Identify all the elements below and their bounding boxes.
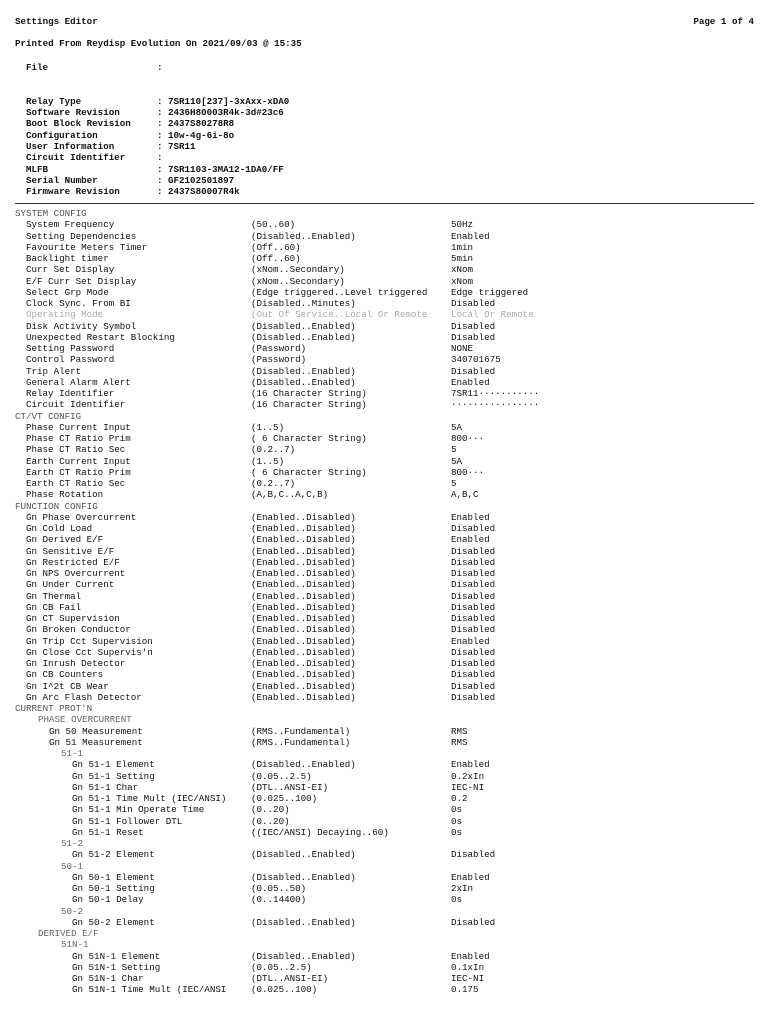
section-title: CURRENT PROT'N: [15, 703, 93, 714]
setting-name: Gn 51-1 Reset: [72, 826, 144, 838]
setting-range: (Enabled..Disabled): [251, 669, 356, 681]
printed-info: Printed From Reydisp Evolution On 2021/09/03 @ 15:35: [15, 38, 302, 49]
setting-name: Gn 51N-1 Time Mult (IEC/ANSI: [72, 984, 227, 996]
setting-name: Relay Identifier: [26, 388, 115, 399]
setting-value: 7SR11···········: [451, 388, 540, 399]
setting-range: (50..60): [251, 219, 296, 231]
setting-range: (Off..60): [251, 253, 301, 264]
setting-name: Gn 50-2 Element: [72, 916, 155, 928]
setting-name: Gn 51-1 Time Mult (IEC/ANSI): [72, 793, 227, 804]
setting-name: Gn 51-1 Char: [72, 781, 139, 793]
setting-name: Gn CB Fail: [26, 601, 82, 613]
setting-name: Gn 51N-1 Setting: [72, 961, 161, 973]
setting-row: [15, 726, 755, 737]
setting-row: [15, 827, 755, 838]
setting-range: (Enabled..Disabled): [251, 613, 356, 624]
subsection-header: [15, 928, 755, 939]
info-label: Configuration: [26, 130, 98, 141]
setting-value: 0s: [451, 826, 463, 838]
setting-row: [15, 872, 755, 883]
setting-value: 0.1xIn: [451, 961, 485, 973]
setting-row: [15, 613, 755, 624]
setting-range: (0..20): [251, 804, 290, 816]
info-label: Software Revision: [26, 107, 120, 118]
setting-name: Earth CT Ratio Sec: [26, 478, 126, 489]
setting-value: 0.175: [451, 984, 479, 996]
setting-range: ((IEC/ANSI) Decaying..60): [251, 826, 389, 838]
setting-range: (0..20): [251, 815, 290, 827]
setting-value: Enabled: [451, 871, 490, 883]
section-header: [15, 208, 755, 219]
setting-range: (Disabled..Enabled): [251, 365, 356, 377]
setting-range: (Disabled..Enabled): [251, 916, 356, 928]
subsection-header: [15, 906, 755, 917]
setting-name: Control Password: [26, 354, 115, 366]
setting-row: [15, 298, 755, 309]
setting-range: (Enabled..Disabled): [251, 568, 356, 579]
setting-value: Disabled: [451, 568, 496, 579]
setting-range: (Enabled..Disabled): [251, 523, 356, 534]
setting-name: Gn Trip Cct Supervision: [26, 635, 153, 647]
setting-value: 50Hz: [451, 219, 474, 231]
info-label: User Information: [26, 141, 115, 152]
setting-name: Gn I^2t CB Wear: [26, 680, 109, 692]
setting-row: [15, 557, 755, 568]
setting-range: (Enabled..Disabled): [251, 680, 356, 692]
setting-value: Enabled: [451, 759, 490, 771]
setting-name: Gn NPS Overcurrent: [26, 568, 126, 579]
setting-range: (Enabled..Disabled): [251, 635, 356, 647]
setting-row: [15, 591, 755, 602]
setting-row: [15, 568, 755, 579]
setting-name: Disk Activity Symbol: [26, 320, 137, 332]
setting-row: [15, 602, 755, 613]
info-colon: :: [157, 62, 163, 73]
setting-name: Gn Arc Flash Detector: [26, 691, 142, 703]
setting-value: Disabled: [451, 365, 496, 377]
section-header: [15, 411, 755, 422]
setting-row: [15, 242, 755, 253]
info-value: GF2102501897: [168, 175, 235, 186]
section-title: CT/VT CONFIG: [15, 410, 82, 422]
setting-name: Gn Restricted E/F: [26, 556, 120, 568]
setting-range: (0.2..7): [251, 444, 296, 456]
setting-row: [15, 467, 755, 478]
setting-row: [15, 422, 755, 433]
subsection-title: DERIVED E/F: [38, 928, 99, 939]
settings-list: [15, 208, 755, 996]
info-value: 7SR110[237]-3xAxx-xDA0: [168, 96, 290, 107]
setting-name: Earth Current Input: [26, 455, 131, 467]
subsection-title: 50-2: [61, 905, 84, 917]
setting-name: Circuit Identifier: [26, 399, 126, 411]
setting-range: (1..5): [251, 421, 285, 433]
setting-value: 5A: [451, 455, 463, 467]
setting-name: Trip Alert: [26, 365, 82, 377]
setting-row: [15, 219, 755, 230]
setting-range: (Disabled..Enabled): [251, 320, 356, 332]
info-colon: :: [157, 141, 163, 152]
setting-row: [15, 771, 755, 782]
setting-name: Gn CT Supervision: [26, 613, 120, 624]
setting-value: xNom: [451, 275, 474, 287]
setting-range: (DTL..ANSI-EI): [251, 973, 329, 984]
subsection-title: 51-2: [61, 838, 84, 849]
setting-value: ················: [451, 399, 540, 411]
setting-range: (1..5): [251, 455, 285, 467]
setting-value: 0s: [451, 894, 463, 906]
setting-row: [15, 433, 755, 444]
setting-range: (Disabled..Enabled): [251, 759, 356, 771]
setting-range: (Enabled..Disabled): [251, 534, 356, 546]
setting-range: (Enabled..Disabled): [251, 511, 356, 523]
setting-name: System Frequency: [26, 219, 115, 231]
setting-value: Disabled: [451, 298, 496, 309]
setting-value: A,B,C: [451, 489, 479, 501]
setting-row: [15, 231, 755, 242]
info-value: 2436H80003R4k-3d#23c6: [168, 107, 284, 118]
info-label: Firmware Revision: [26, 186, 120, 197]
setting-row: [15, 669, 755, 680]
setting-name: Earth CT Ratio Prim: [26, 466, 131, 478]
setting-range: (0.025..100): [251, 984, 318, 996]
setting-value: 800···: [451, 466, 485, 478]
info-colon: :: [157, 107, 163, 118]
info-label: MLFB: [26, 164, 49, 175]
section-header: [15, 501, 755, 512]
subsection-title: 50-1: [61, 860, 84, 872]
info-label: Serial Number: [26, 175, 98, 186]
setting-value: 5: [451, 478, 457, 489]
setting-row: [15, 332, 755, 343]
setting-name: Gn 50-1 Delay: [72, 894, 144, 906]
setting-range: (0..14400): [251, 894, 307, 906]
setting-value: Disabled: [451, 680, 496, 692]
setting-row: [15, 804, 755, 815]
setting-range: (Edge triggered..Level triggered: [251, 286, 428, 298]
setting-row: [15, 681, 755, 692]
setting-range: (xNom..Secondary): [251, 275, 345, 287]
setting-row: [15, 636, 755, 647]
info-value: 2437S80278R8: [168, 118, 235, 129]
setting-row: [15, 276, 755, 287]
setting-value: 340701675: [451, 354, 501, 366]
setting-value: 5min: [451, 253, 474, 264]
setting-name: Gn Derived E/F: [26, 534, 104, 546]
info-value: 2437S80007R4k: [168, 186, 240, 197]
setting-row: [15, 737, 755, 748]
setting-row: [15, 917, 755, 928]
setting-name: Gn Under Current: [26, 579, 115, 591]
info-value: 10w-4g-6i-8o: [168, 130, 235, 141]
setting-name: Gn Thermal: [26, 590, 82, 602]
setting-row: [15, 793, 755, 804]
setting-row: [15, 759, 755, 770]
setting-row: [15, 444, 755, 455]
setting-row: [15, 579, 755, 590]
setting-row: [15, 782, 755, 793]
setting-value: Disabled: [451, 691, 496, 703]
setting-value: IEC-NI: [451, 781, 485, 793]
page-number: Page 1 of 4: [693, 16, 754, 27]
setting-value: 0s: [451, 815, 463, 827]
setting-row: [15, 309, 755, 320]
setting-row: [15, 984, 755, 995]
setting-value: RMS: [451, 736, 468, 748]
info-label: Boot Block Revision: [26, 118, 131, 129]
setting-name: Gn Sensitive E/F: [26, 545, 115, 557]
setting-name: E/F Curr Set Display: [26, 275, 137, 287]
setting-value: Disabled: [451, 849, 496, 861]
setting-row: [15, 388, 755, 399]
info-colon: :: [157, 130, 163, 141]
setting-name: Favourite Meters Timer: [26, 241, 148, 253]
setting-name: Gn Close Cct Supervis'n: [26, 646, 153, 658]
setting-range: (Enabled..Disabled): [251, 590, 356, 602]
setting-value: NONE: [451, 343, 474, 354]
subsection-title: PHASE OVERCURRENT: [38, 714, 132, 726]
setting-name: Unexpected Restart Blocking: [26, 331, 175, 343]
section-header: [15, 703, 755, 714]
setting-row: [15, 489, 755, 500]
setting-row: [15, 849, 755, 860]
setting-value: Disabled: [451, 669, 496, 681]
section-title: FUNCTION CONFIG: [15, 500, 98, 512]
setting-value: Disabled: [451, 590, 496, 602]
setting-value: 0.2: [451, 793, 468, 804]
setting-value: 0.2xIn: [451, 770, 485, 782]
setting-name: Setting Dependencies: [26, 230, 137, 242]
setting-row: [15, 321, 755, 332]
setting-value: Disabled: [451, 624, 496, 636]
setting-value: 1min: [451, 241, 474, 253]
setting-value: Enabled: [451, 376, 490, 388]
setting-range: (Disabled..Enabled): [251, 849, 356, 861]
setting-value: 0s: [451, 804, 463, 816]
setting-row: [15, 253, 755, 264]
setting-name: Gn 51N-1 Char: [72, 973, 144, 984]
setting-range: (Enabled..Disabled): [251, 579, 356, 591]
setting-value: Disabled: [451, 523, 496, 534]
subsection-title: 51-1: [61, 748, 84, 759]
setting-range: (Enabled..Disabled): [251, 658, 356, 669]
info-colon: :: [157, 164, 163, 175]
setting-name: Gn 51-1 Element: [72, 759, 155, 771]
setting-name: Backlight timer: [26, 253, 109, 264]
setting-range: (16 Character String): [251, 399, 367, 411]
subsection-header: [15, 748, 755, 759]
setting-value: Disabled: [451, 545, 496, 557]
setting-value: 5A: [451, 421, 463, 433]
setting-name: Curr Set Display: [26, 264, 115, 276]
setting-name: Gn 50 Measurement: [49, 725, 143, 737]
setting-name: Gn 51-1 Follower DTL: [72, 815, 183, 827]
setting-range: (xNom..Secondary): [251, 264, 345, 276]
subsection-title: 51N-1: [61, 939, 89, 951]
setting-row: [15, 377, 755, 388]
setting-value: Disabled: [451, 601, 496, 613]
setting-value: Disabled: [451, 646, 496, 658]
setting-range: (Enabled..Disabled): [251, 545, 356, 557]
subsection-header: [15, 861, 755, 872]
setting-range: (Off..60): [251, 241, 301, 253]
setting-value: Enabled: [451, 511, 490, 523]
setting-range: (0.2..7): [251, 478, 296, 489]
setting-name: Gn 51-1 Setting: [72, 770, 155, 782]
setting-row: [15, 658, 755, 669]
setting-row: [15, 478, 755, 489]
setting-name: Gn CB Counters: [26, 669, 104, 681]
info-colon: :: [157, 118, 163, 129]
info-label: Relay Type: [26, 96, 82, 107]
setting-value: Disabled: [451, 916, 496, 928]
setting-name: Gn 50-1 Setting: [72, 883, 155, 894]
setting-name: Phase Current Input: [26, 421, 131, 433]
setting-name: Gn Inrush Detector: [26, 658, 126, 669]
setting-row: [15, 512, 755, 523]
setting-row: [15, 546, 755, 557]
setting-value: Local Or Remote: [451, 309, 534, 321]
setting-range: (Enabled..Disabled): [251, 556, 356, 568]
setting-row: [15, 951, 755, 962]
setting-row: [15, 962, 755, 973]
setting-value: Edge triggered: [451, 286, 529, 298]
setting-row: [15, 894, 755, 905]
setting-range: ( 6 Character String): [251, 433, 367, 444]
setting-range: (Enabled..Disabled): [251, 601, 356, 613]
setting-value: Enabled: [451, 635, 490, 647]
setting-value: Disabled: [451, 556, 496, 568]
setting-range: (Disabled..Enabled): [251, 376, 356, 388]
setting-value: RMS: [451, 725, 468, 737]
setting-name: Gn Cold Load: [26, 523, 93, 534]
info-label: File: [26, 62, 49, 73]
setting-range: (Disabled..Enabled): [251, 230, 356, 242]
setting-row: [15, 287, 755, 298]
setting-name: Phase Rotation: [26, 489, 104, 501]
setting-name: Gn 51 Measurement: [49, 736, 143, 748]
setting-range: (Disabled..Enabled): [251, 331, 356, 343]
setting-name: Gn Phase Overcurrent: [26, 511, 137, 523]
setting-value: 5: [451, 444, 457, 456]
header-divider: [15, 203, 754, 204]
setting-row: [15, 624, 755, 635]
setting-value: xNom: [451, 264, 474, 276]
setting-value: Disabled: [451, 658, 496, 669]
setting-range: (RMS..Fundamental): [251, 725, 351, 737]
setting-row: [15, 264, 755, 275]
setting-range: (0.05..2.5): [251, 770, 312, 782]
setting-name: Setting Password: [26, 343, 115, 354]
subsection-header: [15, 714, 755, 725]
setting-row: [15, 883, 755, 894]
setting-value: Disabled: [451, 331, 496, 343]
setting-range: (0.05..50): [251, 883, 307, 894]
setting-name: Gn 51N-1 Element: [72, 950, 161, 962]
setting-row: [15, 692, 755, 703]
setting-range: (A,B,C..A,C,B): [251, 489, 329, 501]
setting-range: (Disabled..Enabled): [251, 950, 356, 962]
setting-value: Enabled: [451, 950, 490, 962]
setting-name: Gn Broken Conductor: [26, 624, 131, 636]
setting-row: [15, 816, 755, 827]
info-value: 7SR1103-3MA12-1DA0/FF: [168, 164, 284, 175]
setting-row: [15, 534, 755, 545]
setting-row: [15, 354, 755, 365]
setting-range: (Disabled..Minutes): [251, 298, 356, 309]
setting-value: Enabled: [451, 534, 490, 546]
info-colon: :: [157, 96, 163, 107]
setting-name: General Alarm Alert: [26, 376, 131, 388]
setting-range: (Password): [251, 354, 307, 366]
subsection-header: [15, 838, 755, 849]
setting-row: [15, 973, 755, 984]
setting-range: (0.025..100): [251, 793, 318, 804]
setting-name: Gn 50-1 Element: [72, 871, 155, 883]
setting-name: Phase CT Ratio Sec: [26, 444, 126, 456]
setting-row: [15, 343, 755, 354]
info-value: 7SR11: [168, 141, 196, 152]
setting-value: Disabled: [451, 613, 496, 624]
setting-value: 2xIn: [451, 883, 474, 894]
setting-range: ( 6 Character String): [251, 466, 367, 478]
setting-value: 800···: [451, 433, 485, 444]
setting-name: Select Grp Mode: [26, 286, 109, 298]
setting-range: (Enabled..Disabled): [251, 624, 356, 636]
setting-range: (RMS..Fundamental): [251, 736, 351, 748]
setting-name: Gn 51-2 Element: [72, 849, 155, 861]
setting-range: (Enabled..Disabled): [251, 691, 356, 703]
setting-row: [15, 366, 755, 377]
section-title: SYSTEM CONFIG: [15, 208, 87, 219]
setting-row: [15, 399, 755, 410]
setting-row: [15, 523, 755, 534]
setting-value: Enabled: [451, 230, 490, 242]
setting-value: IEC-NI: [451, 973, 485, 984]
subsection-header: [15, 939, 755, 950]
setting-range: (0.05..2.5): [251, 961, 312, 973]
setting-range: (16 Character String): [251, 388, 367, 399]
info-colon: :: [157, 175, 163, 186]
info-label: Circuit Identifier: [26, 152, 126, 163]
setting-range: (Disabled..Enabled): [251, 871, 356, 883]
setting-value: Disabled: [451, 579, 496, 591]
setting-name: Operating Mode: [26, 309, 104, 321]
document-title: Settings Editor: [15, 16, 98, 27]
setting-range: (Out Of Service..Local Or Remote: [251, 309, 428, 321]
setting-name: Gn 51-1 Min Operate Time: [72, 804, 205, 816]
setting-name: Clock Sync. From BI: [26, 298, 131, 309]
setting-value: Disabled: [451, 320, 496, 332]
setting-range: (Password): [251, 343, 307, 354]
setting-name: Phase CT Ratio Prim: [26, 433, 131, 444]
setting-range: (DTL..ANSI-EI): [251, 781, 329, 793]
setting-row: [15, 456, 755, 467]
setting-row: [15, 647, 755, 658]
setting-range: (Enabled..Disabled): [251, 646, 356, 658]
info-colon: :: [157, 152, 163, 163]
info-colon: :: [157, 186, 163, 197]
